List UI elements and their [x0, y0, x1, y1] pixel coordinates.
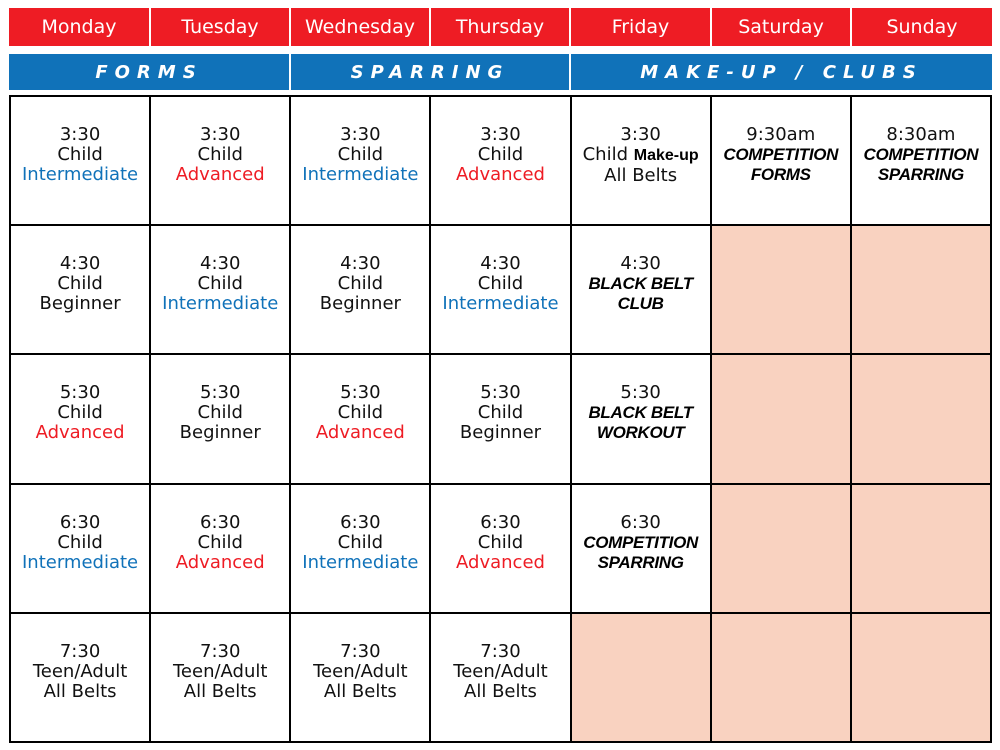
band-forms: FORMS	[9, 54, 289, 90]
class-group: Child	[477, 273, 524, 295]
schedule-cell	[291, 97, 431, 226]
day-header-monday: Monday	[9, 8, 149, 46]
schedule-cell	[11, 226, 151, 355]
class-time: 7:30	[480, 640, 521, 662]
class-group: Child	[477, 144, 524, 165]
makeup-label: Make-up	[633, 147, 699, 164]
band-makeup-clubs: MAKE-UP / CLUBS	[571, 54, 992, 90]
class-time: 5:30	[620, 382, 661, 404]
class-group: Teen/Adult	[313, 660, 408, 682]
class-time: 3:30	[59, 124, 101, 145]
class-level: Advanced	[315, 422, 405, 444]
event-title-line1: COMPETITION	[723, 145, 839, 164]
class-time: 6:30	[340, 511, 381, 533]
event-title-line2: CLUB	[617, 294, 664, 314]
class-level: Beginner	[39, 293, 121, 315]
class-time: 6:30	[620, 511, 661, 533]
class-group: Child	[477, 531, 524, 553]
event-title-line1: BLACK BELT	[588, 403, 693, 423]
class-level: Beginner	[319, 293, 401, 315]
class-level: Advanced	[35, 422, 125, 444]
schedule-cell	[431, 614, 571, 743]
schedule-cell-empty	[572, 614, 712, 743]
class-group: Child	[337, 144, 384, 165]
class-time: 7:30	[340, 640, 381, 662]
class-time: 4:30	[620, 253, 661, 275]
class-level: Advanced	[175, 164, 265, 185]
class-time: 6:30	[480, 511, 521, 533]
schedule-grid	[9, 95, 992, 743]
class-level: All Belts	[183, 680, 257, 702]
class-group: Child	[337, 531, 384, 553]
class-group: Child	[197, 402, 243, 424]
event-title-line1: COMPETITION	[583, 532, 699, 552]
class-level: Intermediate	[22, 551, 139, 573]
class-group: Child	[477, 402, 524, 424]
event-title-line1: BLACK BELT	[588, 274, 693, 294]
class-group: Child	[197, 273, 243, 295]
class-level: Advanced	[175, 551, 265, 573]
class-time: 4:30	[59, 253, 101, 275]
class-level: Advanced	[456, 164, 545, 185]
class-level: Advanced	[456, 551, 545, 573]
class-time: 5:30	[340, 382, 381, 404]
day-header-tuesday: Tuesday	[151, 8, 289, 46]
band-sparring: SPARRING	[291, 54, 569, 90]
class-level: All Belts	[604, 165, 678, 186]
event-title-line1: COMPETITION	[863, 145, 979, 164]
class-level: Beginner	[459, 422, 542, 444]
schedule-cell	[431, 485, 571, 614]
day-header-sunday: Sunday	[852, 8, 992, 46]
class-time: 4:30	[480, 253, 521, 275]
class-time: 6:30	[200, 511, 241, 533]
schedule-cell	[431, 226, 571, 355]
schedule-cell	[11, 355, 151, 484]
class-group: Child	[197, 531, 243, 553]
schedule-cell-empty	[712, 485, 852, 614]
class-level: All Belts	[323, 680, 397, 702]
class-group: Child	[582, 144, 629, 165]
class-time: 5:30	[59, 382, 101, 404]
schedule-cell	[151, 97, 291, 226]
class-group: Child	[57, 144, 103, 165]
class-group: Child	[197, 144, 243, 165]
class-level: Intermediate	[302, 164, 419, 185]
day-header-wednesday: Wednesday	[291, 8, 429, 46]
event-title-line2: SPARRING	[877, 165, 964, 184]
schedule-cell-empty	[852, 485, 992, 614]
class-group: Child	[337, 273, 384, 295]
schedule-cell-empty	[712, 355, 852, 484]
schedule-cell	[431, 355, 571, 484]
class-group: Teen/Adult	[32, 660, 128, 682]
class-time: 9:30am	[746, 124, 816, 145]
event-title-line2: FORMS	[750, 165, 811, 184]
event-title-line2: SPARRING	[597, 552, 684, 572]
class-time: 6:30	[59, 511, 101, 533]
schedule-cell	[291, 355, 431, 484]
schedule-cell-empty	[712, 226, 852, 355]
schedule-cell	[11, 614, 151, 743]
class-group: Child	[57, 531, 103, 553]
class-group: Teen/Adult	[453, 660, 548, 682]
schedule-cell-empty	[712, 614, 852, 743]
class-time: 5:30	[200, 382, 241, 404]
class-time: 3:30	[340, 124, 381, 145]
schedule-cell	[291, 226, 431, 355]
schedule-cell	[572, 485, 712, 614]
class-level: All Belts	[43, 680, 117, 702]
day-header-thursday: Thursday	[431, 8, 569, 46]
class-time: 3:30	[620, 124, 661, 145]
schedule-cell	[572, 226, 712, 355]
day-header-saturday: Saturday	[712, 8, 850, 46]
schedule-cell	[11, 485, 151, 614]
class-time: 5:30	[480, 382, 521, 404]
class-time: 3:30	[480, 124, 521, 145]
schedule-cell	[572, 97, 712, 226]
day-header-friday: Friday	[571, 8, 710, 46]
class-group: Teen/Adult	[172, 660, 268, 682]
event-title-line2: WORKOUT	[596, 423, 685, 443]
schedule-cell	[712, 97, 852, 226]
schedule-cell	[852, 97, 992, 226]
schedule-cell	[151, 485, 291, 614]
schedule-cell	[151, 226, 291, 355]
class-time: 4:30	[340, 253, 381, 275]
class-group: Child	[57, 402, 103, 424]
class-level: Intermediate	[442, 293, 559, 315]
schedule-cell	[11, 97, 151, 226]
schedule-cell-empty	[852, 355, 992, 484]
class-time: 3:30	[200, 124, 241, 145]
schedule-cell-empty	[852, 226, 992, 355]
class-time: 8:30am	[886, 124, 956, 145]
class-level: Intermediate	[302, 551, 419, 573]
class-level: Intermediate	[22, 164, 139, 185]
schedule-cell	[431, 97, 571, 226]
schedule-cell	[291, 485, 431, 614]
class-time: 4:30	[200, 253, 241, 275]
class-group: Child	[57, 273, 103, 295]
schedule-cell	[572, 355, 712, 484]
schedule-cell-empty	[852, 614, 992, 743]
schedule-cell	[291, 614, 431, 743]
schedule-cell	[151, 355, 291, 484]
class-level: Intermediate	[162, 293, 279, 315]
class-time: 7:30	[200, 640, 241, 662]
class-level: Beginner	[179, 422, 261, 444]
class-level: All Belts	[464, 680, 537, 702]
class-group: Child	[337, 402, 384, 424]
class-time: 7:30	[59, 640, 101, 662]
schedule-cell	[151, 614, 291, 743]
makeup-line	[583, 145, 699, 166]
